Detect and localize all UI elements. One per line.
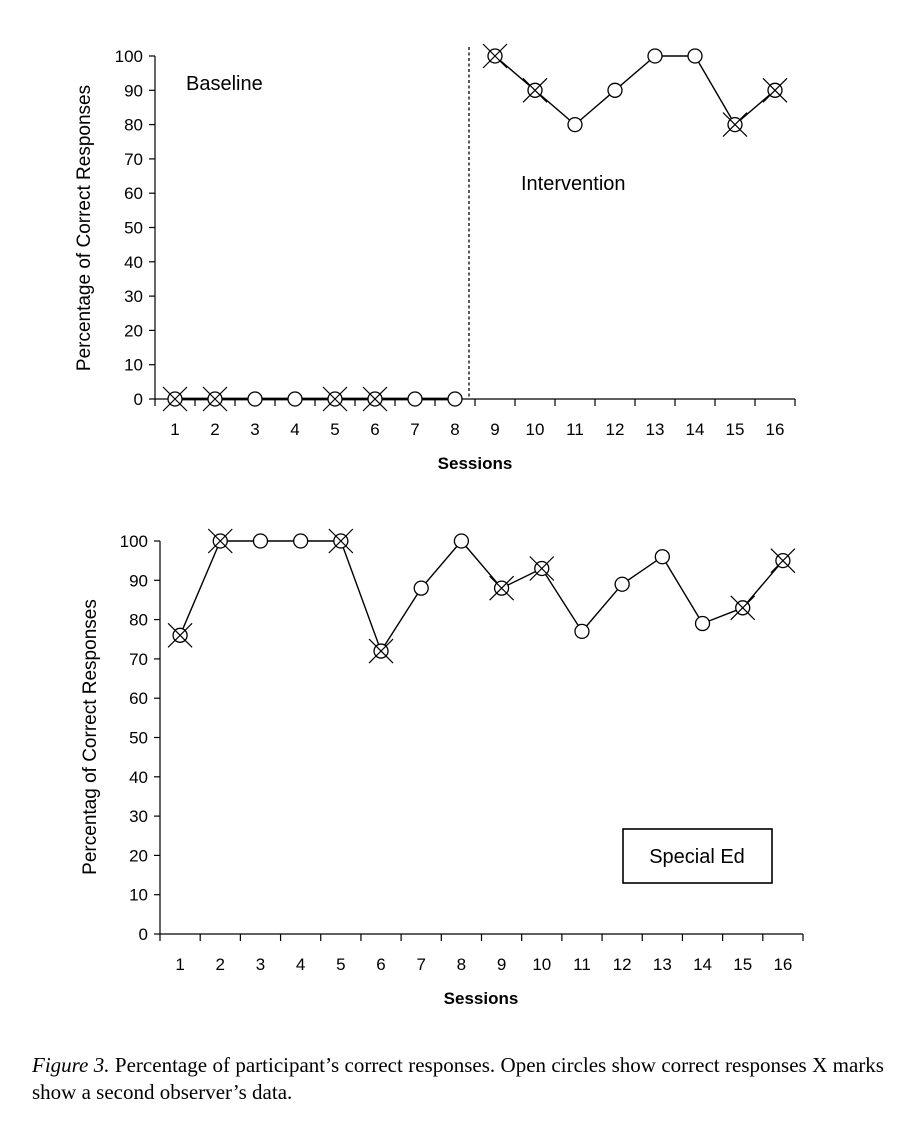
x-tick-label: 15 xyxy=(725,420,745,439)
data-point-circle xyxy=(575,624,589,638)
data-point-circle xyxy=(454,534,468,548)
second-observer-x-mark xyxy=(483,44,507,68)
y-tick-label: 80 xyxy=(129,610,148,630)
y-tick-label: 20 xyxy=(129,846,148,866)
x-tick-label: 11 xyxy=(573,955,591,974)
y-tick-label: 100 xyxy=(114,47,143,66)
second-observer-x-mark xyxy=(763,78,787,102)
y-tick-label: 10 xyxy=(129,885,148,905)
x-tick-label: 6 xyxy=(376,955,386,974)
x-tick-label: 4 xyxy=(290,420,300,439)
x-tick-label: 15 xyxy=(733,955,753,974)
second-observer-x-mark xyxy=(523,78,547,102)
chart1-y-axis-title: Percentage of Correct Responses xyxy=(74,84,95,372)
x-tick-label: 3 xyxy=(255,955,266,974)
figure-caption xyxy=(32,1052,884,1106)
x-tick-label: 14 xyxy=(685,420,705,439)
x-tick-label: 8 xyxy=(456,955,467,974)
data-point-circle xyxy=(294,534,308,548)
second-observer-x-mark xyxy=(530,557,554,581)
chart-special-ed xyxy=(80,529,803,1008)
y-tick-label: 80 xyxy=(124,115,143,135)
caption-text: Percentage of participant’s correct responses. Open circles show correct responses X marks show a second observer’s data. xyxy=(32,1053,884,1104)
x-tick-label: 12 xyxy=(605,420,625,439)
y-tick-label: 60 xyxy=(124,184,143,204)
x-tick-label: 9 xyxy=(496,955,507,974)
x-tick-label: 1 xyxy=(175,955,185,974)
x-tick-label: 7 xyxy=(416,955,426,974)
chart2-points xyxy=(173,534,790,658)
chart1-x-tick-labels xyxy=(170,420,784,439)
chart1-x-axis-title: Sessions xyxy=(437,454,513,473)
chart2-y-tick-labels xyxy=(120,532,148,944)
y-tick-label: 50 xyxy=(129,728,148,748)
y-tick-label: 30 xyxy=(129,807,148,827)
data-point-circle xyxy=(688,49,702,63)
x-tick-label: 3 xyxy=(250,420,260,439)
chart2-legend-label: Special Ed xyxy=(649,846,745,868)
second-observer-x-mark xyxy=(771,549,795,573)
data-point-circle xyxy=(615,577,629,591)
y-tick-label: 60 xyxy=(129,689,148,709)
y-tick-label: 70 xyxy=(129,649,148,669)
data-point-circle xyxy=(408,392,422,406)
x-tick-label: 2 xyxy=(210,420,220,439)
y-tick-label: 90 xyxy=(124,81,143,101)
data-point-circle xyxy=(248,392,262,406)
chart1-axes xyxy=(149,56,795,406)
x-tick-label: 5 xyxy=(336,955,346,974)
x-tick-label: 14 xyxy=(693,955,712,974)
chart2-x-tick-labels xyxy=(175,955,792,974)
x-tick-label: 6 xyxy=(370,420,380,439)
x-tick-label: 13 xyxy=(652,955,672,974)
y-tick-label: 70 xyxy=(124,149,143,169)
data-point-circle xyxy=(414,581,428,595)
y-tick-label: 20 xyxy=(124,321,143,341)
second-observer-x-mark xyxy=(723,113,747,137)
x-tick-label: 8 xyxy=(450,420,460,439)
chart1-annotation-baseline: Baseline xyxy=(186,73,263,95)
x-tick-label: 4 xyxy=(295,955,306,974)
chart1-y-tick-labels xyxy=(115,47,143,409)
chart2-series-lines xyxy=(180,541,783,651)
x-tick-label: 5 xyxy=(330,420,340,439)
x-tick-label: 10 xyxy=(525,420,545,439)
second-observer-x-mark xyxy=(490,576,514,600)
chart1-points xyxy=(168,49,782,406)
x-tick-label: 10 xyxy=(532,955,552,974)
x-tick-label: 16 xyxy=(765,420,785,439)
figure-label: Figure 3. xyxy=(32,1053,110,1077)
chart2-y-axis-title: Percentag of Correct Responses xyxy=(80,599,101,875)
series-line xyxy=(180,541,783,651)
data-point-circle xyxy=(288,392,302,406)
data-point-circle xyxy=(608,83,622,97)
y-tick-label: 40 xyxy=(129,767,148,787)
data-point-circle xyxy=(568,118,582,132)
y-tick-label: 0 xyxy=(138,925,148,944)
y-tick-label: 30 xyxy=(124,287,143,307)
x-tick-label: 9 xyxy=(490,420,500,439)
y-tick-label: 40 xyxy=(124,252,143,272)
y-tick-label: 50 xyxy=(124,218,143,238)
x-tick-label: 1 xyxy=(170,420,180,439)
y-tick-label: 0 xyxy=(133,390,143,409)
y-tick-label: 90 xyxy=(129,571,148,591)
second-observer-x-mark xyxy=(168,623,192,647)
x-tick-label: 12 xyxy=(612,955,632,974)
chart-baseline-intervention xyxy=(74,44,795,473)
y-tick-label: 100 xyxy=(119,532,148,551)
second-observer-x-mark xyxy=(369,639,393,663)
chart1-second-observer-marks xyxy=(163,44,787,411)
chart2-second-observer-marks xyxy=(168,529,795,663)
data-point-circle xyxy=(655,550,669,564)
data-point-circle xyxy=(648,49,662,63)
x-tick-label: 13 xyxy=(645,420,665,439)
chart1-series-lines xyxy=(175,56,775,399)
x-tick-label: 16 xyxy=(773,955,793,974)
x-tick-label: 11 xyxy=(566,420,584,439)
data-point-circle xyxy=(253,534,267,548)
chart1-annotation-intervention: Intervention xyxy=(521,173,626,195)
data-point-circle xyxy=(696,617,710,631)
x-tick-label: 2 xyxy=(215,955,226,974)
data-point-circle xyxy=(448,392,462,406)
y-tick-label: 10 xyxy=(124,355,143,375)
chart2-x-axis-title: Sessions xyxy=(443,989,519,1008)
second-observer-x-mark xyxy=(731,596,755,620)
x-tick-label: 7 xyxy=(410,420,420,439)
